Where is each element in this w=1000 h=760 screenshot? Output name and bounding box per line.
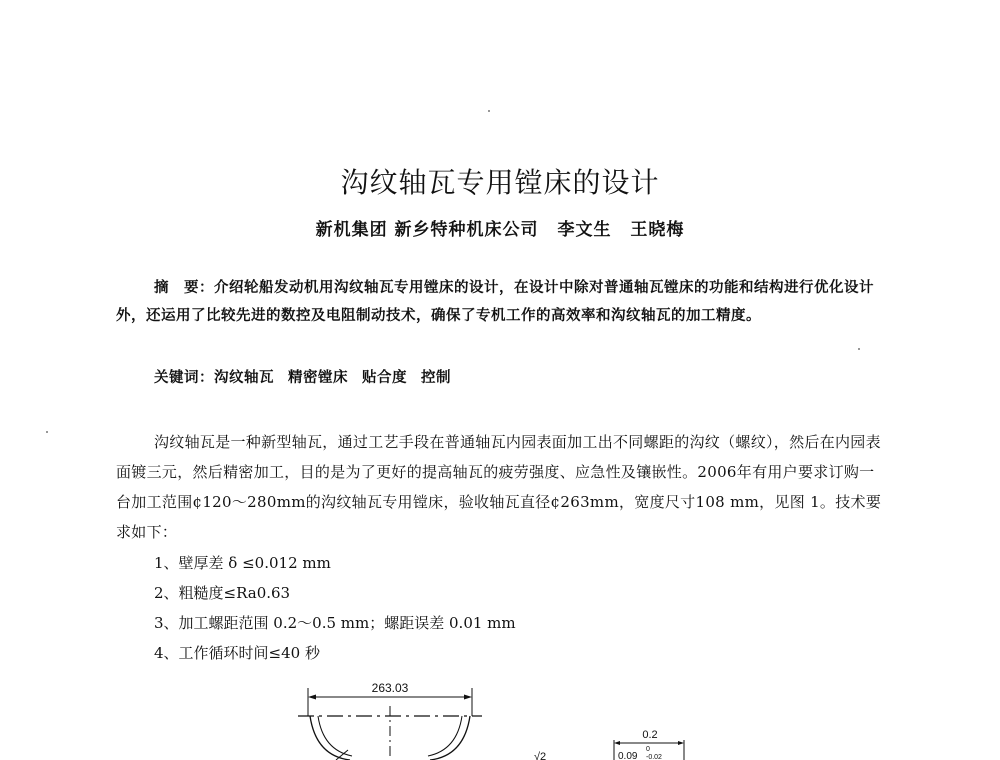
partial-annotation: √2 bbox=[534, 751, 547, 760]
keywords-label: 关键词： bbox=[154, 369, 214, 386]
requirement-item: 1、壁厚差 δ ≤0.012 mm bbox=[154, 554, 331, 572]
arrowhead bbox=[678, 741, 684, 745]
abstract bbox=[116, 274, 886, 330]
body-paragraph: 沟纹轴瓦是一种新型轴瓦，通过工艺手段在普通轴瓦内园表面加工出不同螺距的沟纹（螺纹），然后在内园表面镀三元，然后精密加工，目的是为了更好的提高轴瓦的疲劳强度、应急性及镶嵌性。2006年有用户要求订购一台加工范围¢120～280mm的沟纹轴瓦专用镗床，验收轴瓦直径¢263mm，宽度尺寸108 mm，见图 1。技术要求如下： bbox=[116, 433, 882, 541]
requirement-item: 4、工作循环时间≤40 秒 bbox=[154, 644, 320, 662]
tolerance-lower: -0.02 bbox=[646, 754, 662, 760]
groove-detail-drawing bbox=[606, 726, 716, 760]
scan-speck bbox=[858, 348, 860, 350]
paper-title: 沟纹轴瓦专用镗床的设计 bbox=[340, 165, 660, 199]
scan-speck bbox=[46, 431, 48, 433]
requirement-item: 2、粗糙度≤Ra0.63 bbox=[154, 584, 291, 602]
bearing-outline bbox=[428, 716, 462, 756]
arrowhead bbox=[308, 695, 316, 700]
keyword: 控制 bbox=[421, 369, 451, 386]
scan-speck bbox=[488, 110, 490, 112]
keyword: 贴合度 bbox=[362, 369, 407, 386]
tolerance-upper: 0 bbox=[646, 746, 650, 753]
detail-width-label: 0.2 bbox=[642, 729, 658, 741]
affiliation: 新机集团 新乡特种机床公司 bbox=[315, 220, 539, 240]
dimension-label: 263.03 bbox=[371, 681, 409, 695]
requirement-item: 3、加工螺距范围 0.2～0.5 mm；螺距误差 0.01 mm bbox=[154, 614, 516, 632]
abstract-label: 摘 要： bbox=[154, 279, 214, 296]
requirements-list bbox=[154, 548, 516, 668]
abstract-text: 介绍轮船发动机用沟纹轴瓦专用镗床的设计，在设计中除对普通轴瓦镗床的功能和结构进行优化设计外，还运用了比较先进的数控及电阻制动技术，确保了专机工作的高效率和沟纹轴瓦的加工精度。 bbox=[116, 279, 874, 324]
bearing-drawing bbox=[290, 676, 560, 760]
author-line bbox=[0, 215, 1000, 240]
keywords bbox=[154, 366, 465, 387]
keyword: 精密镗床 bbox=[288, 369, 348, 386]
author-name: 王晓梅 bbox=[630, 220, 685, 240]
arrowhead bbox=[464, 695, 472, 700]
arrowhead bbox=[614, 741, 620, 745]
detail-tolerance-label: 0.09 bbox=[618, 751, 638, 760]
keyword: 沟纹轴瓦 bbox=[214, 369, 274, 386]
bearing-outline bbox=[318, 716, 352, 756]
author-name: 李文生 bbox=[557, 220, 612, 240]
